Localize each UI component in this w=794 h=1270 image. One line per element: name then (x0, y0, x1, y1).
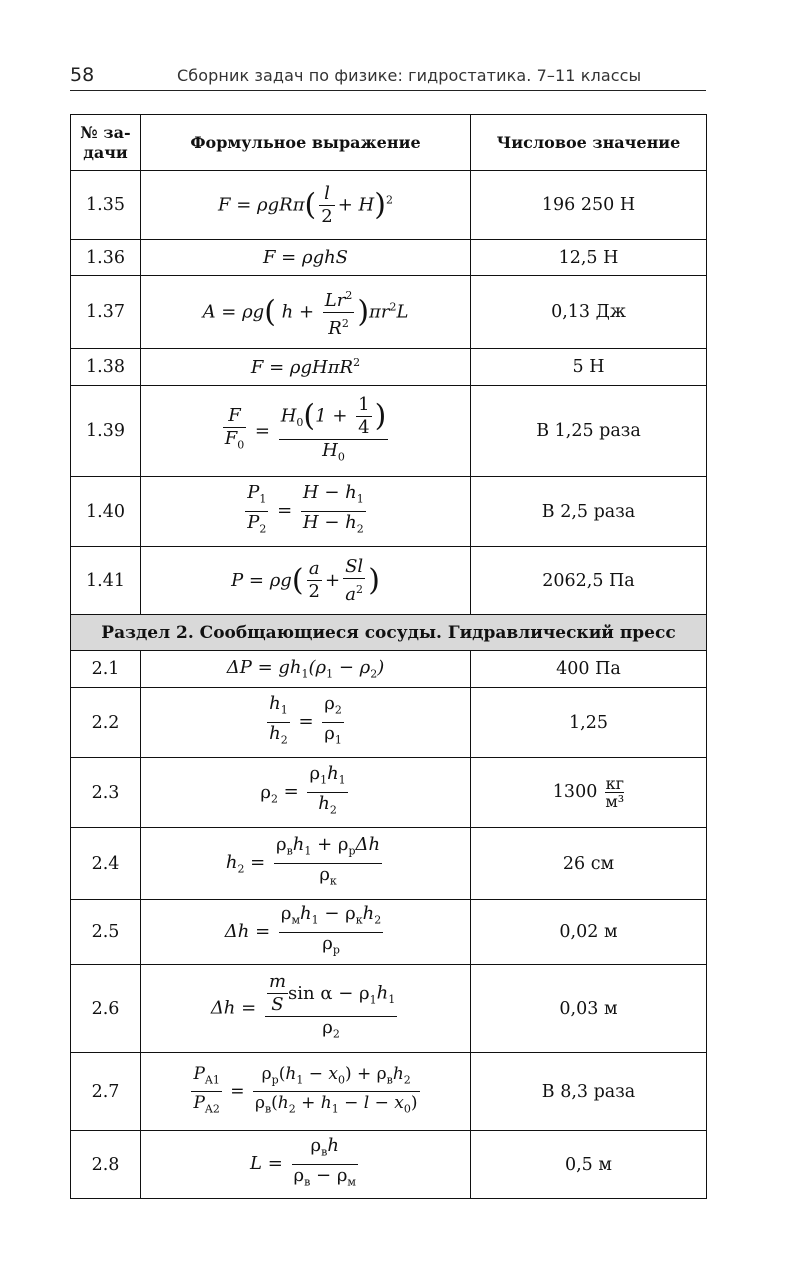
table-row (71, 547, 707, 615)
task-number: 2.1 (71, 651, 141, 688)
formula: $\Delta P = gh_1(\rho_1 - \rho_2)$ (141, 651, 471, 688)
formula: $h_2$ = $\frac{\rho_вh_1 + \rho_р\Delta h}{\rho_к}$ (141, 828, 471, 900)
task-number: 1.39 (71, 386, 141, 477)
header-value: Числовое значение (471, 115, 707, 171)
formula: $\frac{P_{A1}}{P_{A2}}$ = $\frac{\rho_р(h_1 - x_0) + \rho_вh_2}{\rho_в(h_2 + h_1 - l - x_0)}$ (141, 1053, 471, 1131)
section-heading-row (71, 615, 707, 651)
numeric-value (471, 758, 707, 828)
numeric-value: 0,03 м (471, 965, 707, 1053)
formula: $\frac{P_1}{P_2}$ = $\frac{H - h_1}{H - h_2}$ (141, 477, 471, 547)
formula: F = ρgHπR$^2$ (141, 349, 471, 386)
value-number: 1300 (552, 782, 598, 802)
formula: P = ρg( $\frac{a}{2}$ + $\frac{Sl}{a^2}$ ) (141, 547, 471, 615)
numeric-value: 0,02 м (471, 900, 707, 965)
numeric-value: 12,5 Н (471, 240, 707, 276)
task-number: 1.41 (71, 547, 141, 615)
task-number: 1.37 (71, 276, 141, 349)
table-row (71, 828, 707, 900)
formula: Δh = $\frac{\rho_мh_1 - \rho_кh_2}{\rho_р}$ (141, 900, 471, 965)
numeric-value: 26 см (471, 828, 707, 900)
running-title: Сборник задач по физике: гидростатика. 7–11 классы (177, 66, 642, 85)
table-row (71, 688, 707, 758)
numeric-value: 2062,5 Па (471, 547, 707, 615)
formula: A = ρg( h + $\frac{Lr^2}{R^2}$ )$\pi r^2L$ (141, 276, 471, 349)
unit-fraction (605, 775, 624, 810)
formula: L = $\frac{\rho_вh}{\rho_в - \rho_м}$ (141, 1131, 471, 1199)
numeric-value: В 1,25 раза (471, 386, 707, 477)
numeric-value: 1,25 (471, 688, 707, 758)
section-title: Раздел 2. Сообщающиеся сосуды. Гидравлический пресс (71, 615, 707, 651)
header-formula: Формульное выражение (141, 115, 471, 171)
table-row (71, 1131, 707, 1199)
task-number: 2.3 (71, 758, 141, 828)
unit-numerator: кг (605, 774, 624, 793)
table-row (71, 386, 707, 477)
numeric-value: 196 250 Н (471, 171, 707, 240)
task-number: 2.5 (71, 900, 141, 965)
table-row (71, 477, 707, 547)
formula: $\frac{h_1}{h_2}$ = $\frac{\rho_2}{\rho_1}$ (141, 688, 471, 758)
task-number: 2.8 (71, 1131, 141, 1199)
table-row (71, 240, 707, 276)
table-row (71, 1053, 707, 1131)
page-number: 58 (70, 64, 95, 86)
task-number: 2.2 (71, 688, 141, 758)
task-number: 2.6 (71, 965, 141, 1053)
header-task-number: № за-дачи (71, 115, 141, 171)
task-number: 2.7 (71, 1053, 141, 1131)
formula: F = ρgRπ( $\frac{l}{2}$ + H)$^2$ (141, 171, 471, 240)
numeric-value: 0,5 м (471, 1131, 707, 1199)
table-row (71, 758, 707, 828)
task-number: 1.35 (71, 171, 141, 240)
numeric-value: 5 Н (471, 349, 707, 386)
task-number: 2.4 (71, 828, 141, 900)
table-row (71, 900, 707, 965)
numeric-value: В 2,5 раза (471, 477, 707, 547)
answers-table (70, 114, 707, 1199)
table-row (71, 349, 707, 386)
table-row (71, 651, 707, 688)
task-number: 1.36 (71, 240, 141, 276)
page-header (70, 62, 706, 91)
formula: $\frac{F}{F_0}$ = $H_0(1$ + $\frac{1}{4}$ ) $H_0$ (141, 386, 471, 477)
table-row (71, 965, 707, 1053)
table-row (71, 276, 707, 349)
unit-denominator: м³ (605, 792, 625, 811)
task-number: 1.38 (71, 349, 141, 386)
numeric-value: 0,13 Дж (471, 276, 707, 349)
task-number: 1.40 (71, 477, 141, 547)
table-row (71, 171, 707, 240)
table-header-row (71, 115, 707, 171)
formula: $\rho_2$ = $\frac{\rho_1h_1}{h_2}$ (141, 758, 471, 828)
formula: F = ρghS (141, 240, 471, 276)
formula: Δh = $\frac{m}{S}$ $\sin \alpha - \rho_1h_1$ $\rho_2$ (141, 965, 471, 1053)
numeric-value: 400 Па (471, 651, 707, 688)
numeric-value: В 8,3 раза (471, 1053, 707, 1131)
